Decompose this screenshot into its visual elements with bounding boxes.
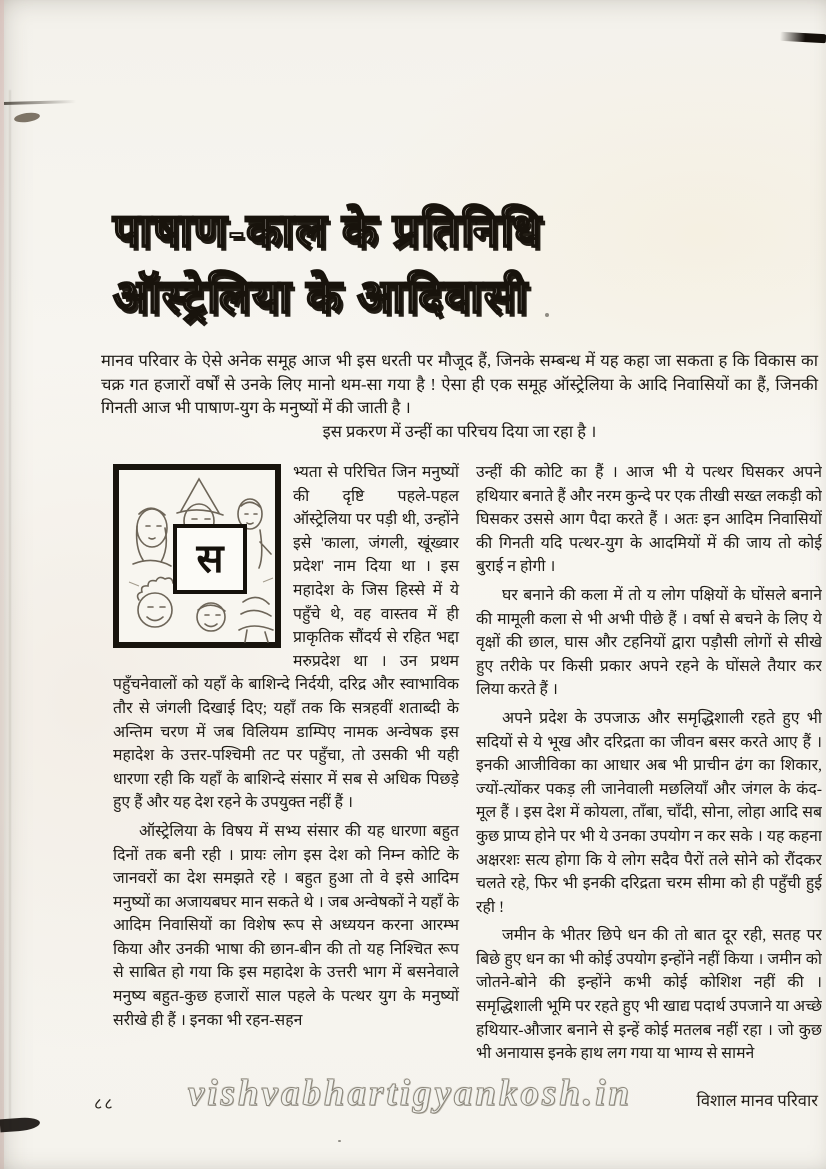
chapter-title-line2: ऑस्ट्रेलिया के आदिवासी (113, 271, 530, 322)
chapter-title (113, 198, 733, 330)
speck (338, 1140, 341, 1142)
left-crease-line (9, 90, 11, 1130)
right-column-para3: अपने प्रदेश के उपजाऊ और समृद्धिशाली रहते हुए भी सदियों से ये भूख और दरिद्रता का जीवन बसर करते आए हैं । इनकी आजीविका का आधार अब भी प्राचीन ढंग का शिकार, ज्यों-त्योंकर पकड़ ली जानेवाली मछलियाँ और जंगल के कंद-मूल हैं । इस देश में कोयला, ताँबा, चाँदी, सोना, लोहा आदि सब कुछ प्राप्य होने पर भी ये उनका उपयोग न कर सके । यह कहना अक्षरशः सत्य होगा कि ये लोग सदैव पैरों तले सोने को रौंदकर चलते रहे, फिर भी इनकी दरिद्रता चरम सीमा को ही पहुँची हुई रही ! (476, 709, 822, 916)
body-columns (113, 461, 822, 1089)
left-column-para2: ऑस्ट्रेलिया के विषय में सभ्य संसार की यह धारणा बहुत दिनों तक बनी रही । प्रायः लोग इस देश को निम्न कोटि के जानवरों का देश समझते रहे । बहुत हुआ तो वे इसे आदिम मनुष्यों का अजायबघर मान सकते थे । जब अन्वेषकों ने यहाँ के आदिम निवासियों का विशेष रूप से अध्ययन करना आरम्भ किया और उनकी भाषा की छान-बीन की तो यह निश्चित रूप से साबित हो गया कि इस महादेश के उत्तरी भाग में बसनेवाले मनुष्य बहुत-कुछ हजारों साल पहले के पत्थर युग के मनुष्यों सरीखे ही हैं । इनका भी रहन-सहन (113, 822, 459, 1029)
ink-blot-top-left (14, 111, 41, 124)
ink-blot-right-edge (780, 32, 826, 43)
right-column-para2: घर बनाने की कला में तो य लोग पक्षियों के घोंसले बनाने की मामूली कला से भी अभी पीछे हैं । वर्षा से बचने के लिए ये वृक्षों की छाल, घास और टहनियों द्वारा पड़ौसी लोगों से सीखे हुए तरीके पर किसी प्रकार अपने रहने के घोंसले तैयार कर लिया करते हैं । (476, 586, 822, 699)
left-column (113, 461, 459, 1089)
dropcap-letter: स (173, 524, 247, 594)
book-title-running-footer: विशाल मानव परिवार (696, 1091, 818, 1110)
dropcap-illustration (113, 464, 281, 648)
scratch-mark (4, 100, 76, 105)
watermark-text: vishvabhartigyankosh.in (187, 1073, 633, 1114)
lead-paragraph (101, 349, 818, 443)
ink-blot-bottom-left (0, 1117, 40, 1133)
left-edge-scan-strip (0, 0, 4, 1169)
lead-paragraph-text: मानव परिवार के ऐसे अनेक समूह आज भी इस धरती पर मौजूद हैं, जिनके सम्बन्ध में यह कहा जा सकता ह कि विकास का चक्र गत हजारों वर्षों से उनके लिए मानो थम-सा गया है ! ऐसा ही एक समूह ऑस्ट्रेलिया के आदि निवासियों का हैं, जिनकी गिनती आज भी पाषाण-युग के मनुष्यों में की जाती है । (101, 351, 818, 417)
right-column-para4: जमीन के भीतर छिपे धन की तो बात दूर रही, सतह पर बिछे हुए धन का भी कोई उपयोग इन्होंने नहीं किया । जमीन को जोतने-बोने की इन्होंने कभी कोई कोशिश नहीं की । समृद्धिशाली भूमि पर रहते हुए भी खाद्य पदार्थ उपजाने या अच्छे हथियार-औजार बनाने से इन्हें कोई मतलब नहीं रहा । जो कुछ भी अनायास इनके हाथ लग गया या भाग्य से सामने (476, 927, 822, 1063)
left-column-para1 (113, 461, 459, 815)
right-column (476, 461, 822, 1089)
page-number: ८८ (94, 1096, 115, 1113)
chapter-title-line1: पाषाण-काल के प्रतिनिधि (113, 205, 543, 256)
left-column-para1-text: भ्यता से परिचित जिन मनुष्यों की दृष्टि पहले-पहल ऑस्ट्रेलिया पर पड़ी थी, उन्होंने इसे 'काला, जंगली, खूंख्वार प्रदेश' नाम दिया था । इस महादेश के जिस हिस्से में ये पहुँचे थे, वह वास्तव में ही प्राकृतिक सौंदर्य से रहित भद्दा मरुप्रदेश था । उन प्रथम पहुँचनेवालों को यहाँ के बाशिन्दे निर्दयी, दरिद्र और स्वाभाविक तौर से जंगली दिखाई दिए; यहाँ तक कि सत्रहवीं शताब्दी के अन्तिम चरण में जब विलियम डाम्पिए नामक अन्वेषक इस महादेश के उत्तर-पश्चिमी तट पर पहुँचा, तो उसकी भी यही धारणा रही कि यहाँ के बाशिन्दे संसार में सब से अधिक पिछड़े हुए हैं और यह देश रहने के उपयुक्त नहीं हैं । (113, 464, 459, 812)
right-column-para1: उन्हीं की कोटि का हैं । आज भी ये पत्थर घिसकर अपने हथियार बनाते हैं और नरम कुन्दे पर एक तीखी सख्त लकड़ी को घिसकर उससे आग पैदा करते हैं । अतः इन आदिम निवासियों की गिनती यदि पत्थर-युग के आदमियों में की जाय तो कोई बुराई न होगी । (476, 464, 822, 576)
lead-paragraph-closing: इस प्रकरण में उन्हीं का परिचय दिया जा रहा है । (322, 421, 597, 441)
